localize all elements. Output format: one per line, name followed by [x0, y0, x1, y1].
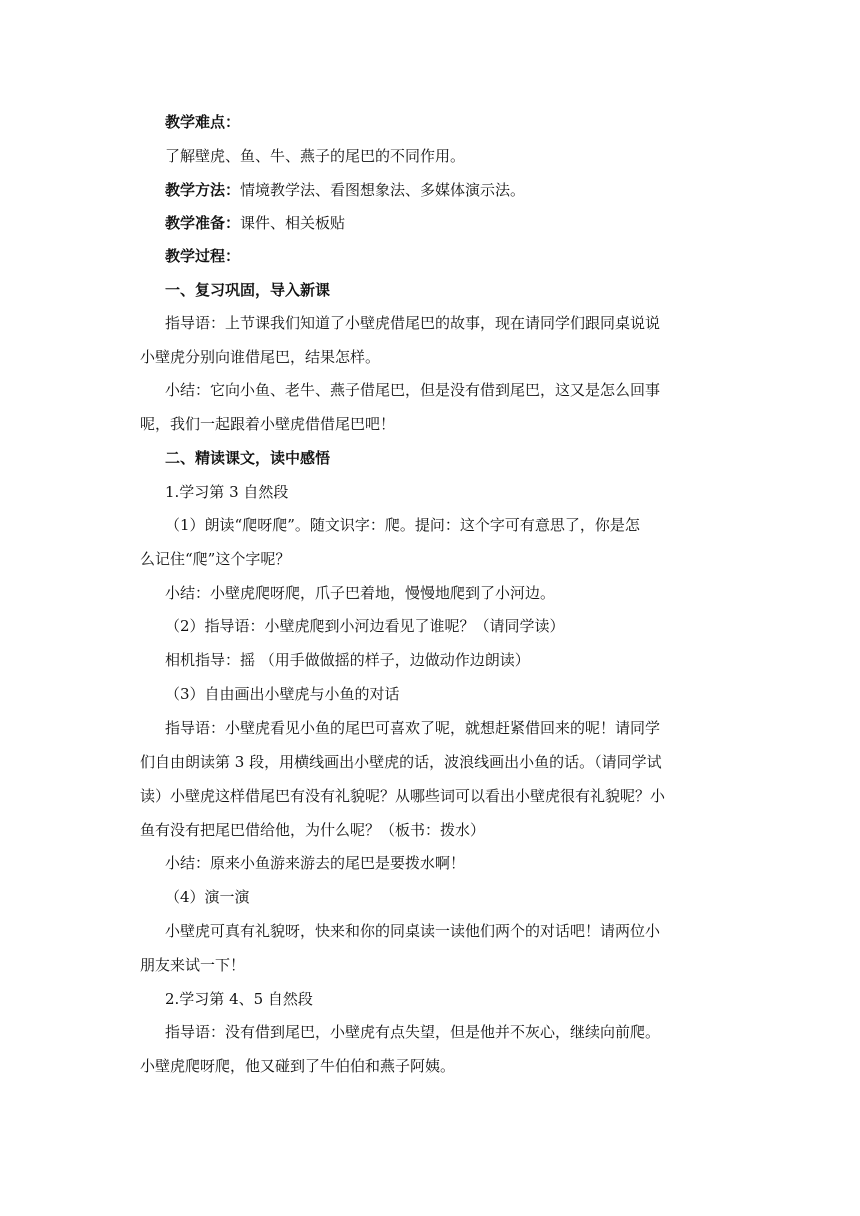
- subsection-heading: 1.学习第 3 自然段: [165, 483, 289, 501]
- heading-teaching-process: 教学过程：: [165, 247, 241, 265]
- paragraph-line: 鱼有没有把尾巴借给他，为什么呢？（板书：拨水）: [140, 821, 486, 839]
- paragraph-line: 小壁虎可真有礼貌呀，快来和你的同桌读一读他们两个的对话吧！请两位小: [165, 922, 661, 940]
- section-heading-1: 一、复习巩固，导入新课: [165, 281, 331, 299]
- paragraph-line: （2）指导语：小壁虎爬到小河边看见了谁呢？（请同学读）: [165, 617, 565, 635]
- paragraph-line: （3）自由画出小壁虎与小鱼的对话: [165, 685, 400, 703]
- heading-teaching-difficulty: 教学难点：: [165, 113, 241, 131]
- subsection-heading: 2.学习第 4、5 自然段: [165, 990, 313, 1008]
- paragraph-line: 读）小壁虎这样借尾巴有没有礼貌呢？从哪些词可以看出小壁虎很有礼貌呢？小: [140, 787, 666, 805]
- paragraph-line: （1）朗读“爬呀爬”。随文识字：爬。提问：这个字可有意思了，你是怎: [165, 516, 640, 534]
- paragraph-line: 呢，我们一起跟着小壁虎借借尾巴吧！: [140, 415, 396, 433]
- paragraph-line: 小结：原来小鱼游来游去的尾巴是要拨水啊！: [165, 854, 466, 872]
- paragraph-difficulty: 了解壁虎、鱼、牛、燕子的尾巴的不同作用。: [165, 147, 466, 165]
- section-heading-2: 二、精读课文，读中感悟: [165, 449, 331, 467]
- paragraph-line: （4）演一演: [165, 888, 250, 906]
- paragraph-line: 小壁虎爬呀爬，他又碰到了牛伯伯和燕子阿姨。: [140, 1057, 456, 1075]
- paragraph-line: 相机指导：摇 （用手做做摇的样子，边做动作边朗读）: [165, 651, 530, 669]
- paragraph-line: 小壁虎分别向谁借尾巴，结果怎样。: [140, 348, 381, 366]
- paragraph-teaching-methods: 教学方法：情境教学法、看图想象法、多媒体演示法。: [165, 181, 526, 199]
- paragraph-line: 朋友来试一下！: [140, 956, 246, 974]
- paragraph-line: 指导语：没有借到尾巴，小壁虎有点失望，但是他并不灰心，继续向前爬。: [165, 1023, 661, 1041]
- paragraph-teaching-preparation: 教学准备：课件、相关板贴: [165, 214, 346, 232]
- paragraph-line: 小结：小壁虎爬呀爬，爪子巴着地，慢慢地爬到了小河边。: [165, 584, 556, 602]
- paragraph-line: 么记住“爬”这个字呢？: [140, 550, 291, 568]
- paragraph-line: 小结：它向小鱼、老牛、燕子借尾巴，但是没有借到尾巴，这又是怎么回事: [165, 381, 661, 399]
- paragraph-line: 指导语：上节课我们知道了小壁虎借尾巴的故事，现在请同学们跟同桌说说: [165, 314, 661, 332]
- paragraph-line: 们自由朗读第 3 段，用横线画出小壁虎的话，波浪线画出小鱼的话。（请同学试: [140, 753, 662, 771]
- paragraph-line: 指导语：小壁虎看见小鱼的尾巴可喜欢了呢，就想赶紧借回来的呢！请同学: [165, 719, 661, 737]
